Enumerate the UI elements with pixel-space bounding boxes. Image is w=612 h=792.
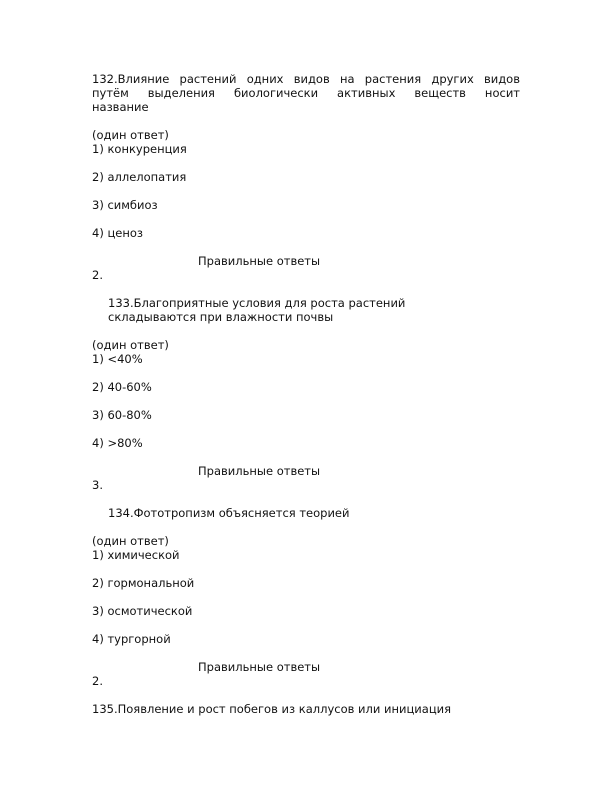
question-134-option-3: 3) осмотической: [92, 604, 193, 618]
question-132-option-1: 1) конкуренция: [92, 142, 187, 156]
question-134-answers-label: Правильные ответы: [198, 660, 321, 674]
question-132-option-4: 4) ценоз: [92, 226, 144, 240]
question-132-text-line3: название: [92, 100, 149, 114]
question-134-text-line1: 134.Фототропизм объясняется теорией: [108, 506, 350, 520]
question-133-text-line1: 133.Благоприятные условия для роста растений: [108, 296, 406, 310]
question-132-option-2: 2) аллелопатия: [92, 170, 187, 184]
question-134-option-1: 1) химической: [92, 548, 180, 562]
question-132-answers-label: Правильные ответы: [198, 254, 321, 268]
question-134-mode: (один ответ): [92, 534, 169, 548]
question-132-text-line2: путём выделения биологически активных веществ носит: [92, 86, 520, 100]
question-133-mode: (один ответ): [92, 338, 169, 352]
question-133-text-line2: складываются при влажности почвы: [108, 310, 334, 324]
question-133-option-4: 4) >80%: [92, 436, 143, 450]
question-133-answer: 3.: [92, 478, 103, 492]
question-132-option-3: 3) симбиоз: [92, 198, 158, 212]
question-132-text-line1: 132.Влияние растений одних видов на растения других видов: [92, 72, 520, 86]
question-133-option-3: 3) 60-80%: [92, 408, 152, 422]
question-134-option-4: 4) тургорной: [92, 632, 171, 646]
question-135-text-line1: 135.Появление и рост побегов из каллусов или инициация: [92, 702, 452, 716]
question-133-option-2: 2) 40-60%: [92, 380, 152, 394]
question-134-answer: 2.: [92, 674, 103, 688]
question-133-answers-label: Правильные ответы: [198, 464, 321, 478]
question-132-answer: 2.: [92, 268, 103, 282]
question-133-option-1: 1) <40%: [92, 352, 143, 366]
question-134-option-2: 2) гормональной: [92, 576, 195, 590]
question-132-mode: (один ответ): [92, 128, 169, 142]
